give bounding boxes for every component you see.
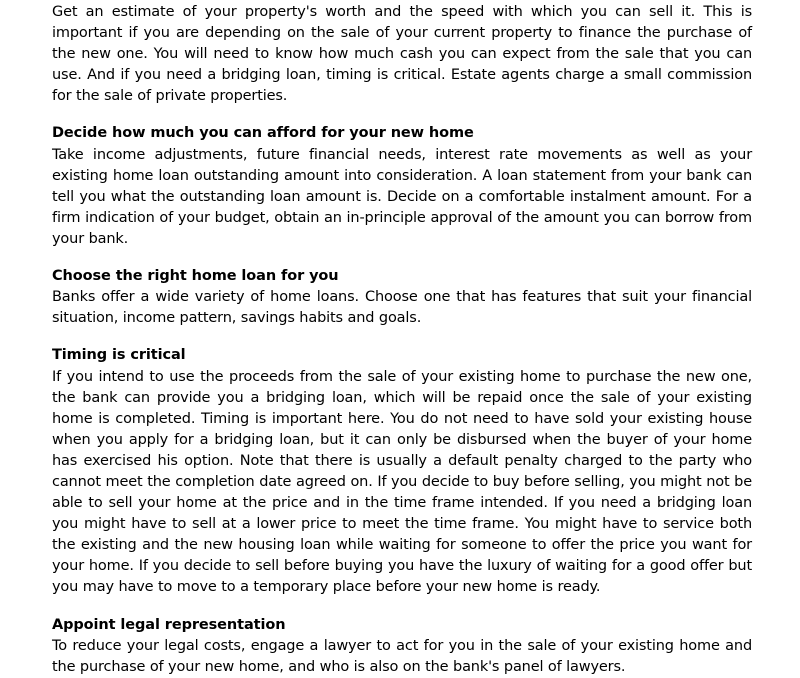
section-paragraph: Take income adjustments, future financial needs, interest rate movements as well as your existing home loan outstanding amount into consideration. A loan statement from your bank can tell you what the outstanding loan amount is. Decide on a comfortable instalment amount. For a firm indication of your budget, obtain an in-principle approval of the amount you can borrow from your bank. — [52, 146, 752, 247]
section-heading: Choose the right home loan for you — [52, 268, 339, 285]
document-section — [52, 616, 752, 678]
section-paragraph: Get an estimate of your property's worth and the speed with which you can sell it. This is important if you are depending on the sale of your current property to finance the purchase of the new one. You will need to know how much cash you can expect from the sale that you can use. And if you need a bridging loan, timing is critical. Estate agents charge a small commission for the sale of private properties. — [52, 4, 752, 105]
document-section — [52, 346, 752, 598]
document-section — [52, 267, 752, 329]
section-heading: Decide how much you can afford for your new home — [52, 125, 474, 142]
document-section — [52, 124, 752, 250]
section-paragraph: To reduce your legal costs, engage a lawyer to act for you in the sale of your existing home and the purchase of your new home, and who is also on the bank's panel of lawyers. — [52, 637, 752, 675]
document-section — [52, 2, 752, 107]
section-heading: Appoint legal representation — [52, 616, 286, 633]
section-heading: Timing is critical — [52, 347, 186, 364]
section-paragraph: If you intend to use the proceeds from the sale of your existing home to purchase the new one, the bank can provide you a bridging loan, which will be repaid once the sale of your existing home is completed. Timing is important here. You do not need to have sold your existing house when you apply for a bridging loan, but it can only be disbursed when the buyer of your home has exercised his option. Note that there is usually a default penalty charged to the party who cannot meet the completion date agreed on. If you decide to buy before selling, you might not be able to sell your home at the price and in the time frame intended. If you need a bridging loan you might have to sell at a lower price to meet the time frame. You might have to service both the existing and the new housing loan while waiting for someone to offer the price you want for your home. If you decide to sell before buying you have the luxury of waiting for a good offer but you may have to move to a temporary place before your new home is ready. — [52, 368, 752, 596]
section-paragraph: Banks offer a wide variety of home loans. Choose one that has features that suit your financial situation, income pattern, savings habits and goals. — [52, 289, 752, 327]
document-body — [52, 0, 752, 678]
